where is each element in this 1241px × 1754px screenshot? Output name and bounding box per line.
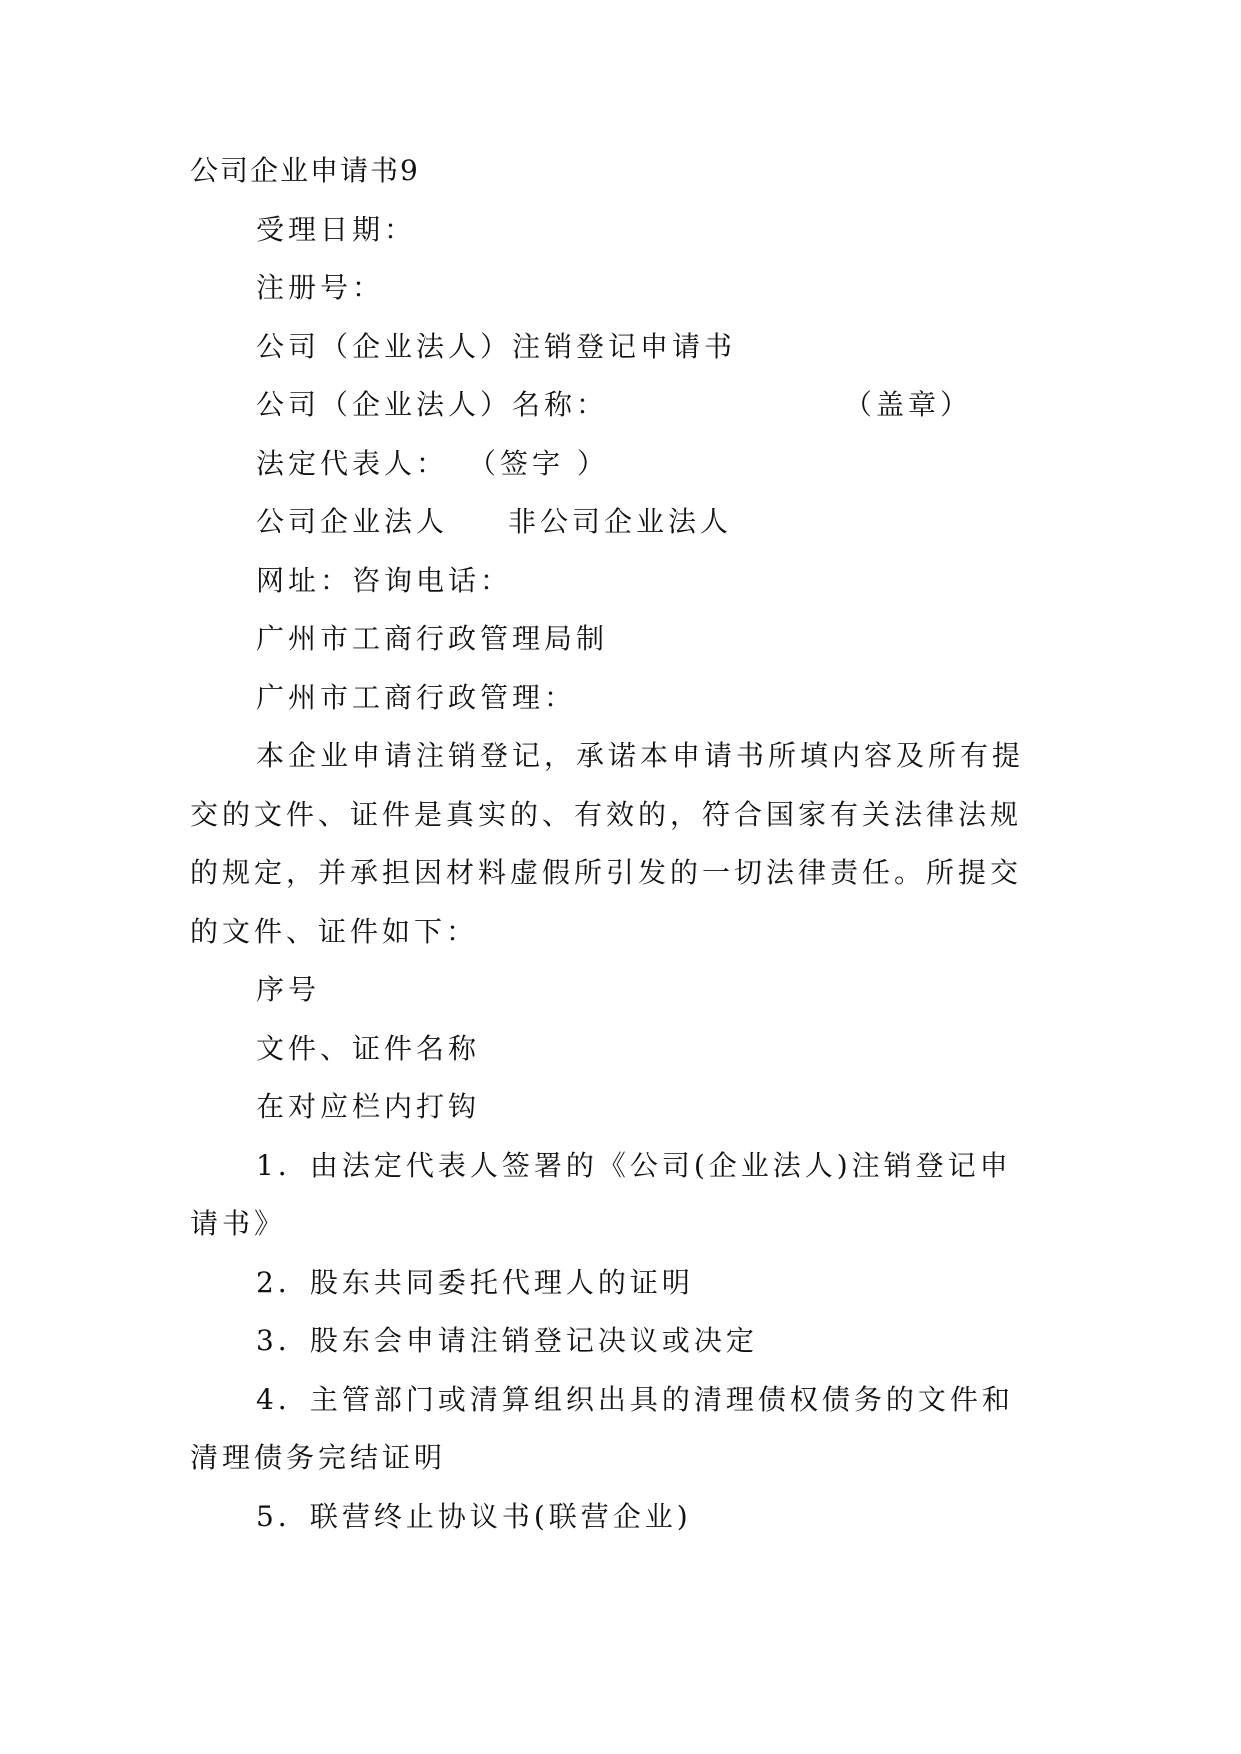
signature-label: （签字 ） bbox=[468, 446, 609, 480]
issuer-label: 广州市工商行政管理局制 bbox=[256, 622, 609, 655]
accept-date-label: 受理日期： bbox=[256, 212, 417, 246]
list-item: 3．股东会申请注销登记决议或决定 bbox=[256, 1324, 758, 1357]
document-title: 公司企业申请书9 bbox=[190, 154, 420, 187]
entity-type-company: 公司企业法人 bbox=[256, 505, 449, 538]
registration-number-label: 注册号： bbox=[256, 271, 385, 304]
addressee-label: 广州市工商行政管理： bbox=[256, 680, 577, 714]
list-item-continuation: 请书》 bbox=[190, 1207, 287, 1240]
table-header-checkmark: 在对应栏内打钩 bbox=[256, 1090, 481, 1123]
contact-label: 网址：咨询电话： bbox=[256, 563, 513, 597]
company-name-label: 公司（企业法人）名称： bbox=[256, 388, 609, 421]
list-item: 5．联营终止协议书(联营企业) bbox=[256, 1499, 692, 1533]
form-title: 公司（企业法人）注销登记申请书 bbox=[256, 329, 737, 363]
list-item: 4．主管部门或清算组织出具的清理债权债务的文件和 bbox=[256, 1382, 1014, 1416]
legal-rep-line bbox=[190, 435, 1050, 494]
table-header-serial: 序号 bbox=[256, 973, 321, 1006]
list-item: 2．股东共同委托代理人的证明 bbox=[256, 1265, 694, 1299]
document-page bbox=[190, 154, 1050, 1546]
declaration-line: 本企业申请注销登记，承诺本申请书所填内容及所有提 bbox=[256, 739, 1025, 772]
declaration-line: 交的文件、证件是真实的、有效的，符合国家有关法律法规 bbox=[190, 797, 1023, 831]
list-item: 1．由法定代表人签署的《公司(企业法人)注销登记申 bbox=[256, 1148, 1012, 1182]
entity-type-non-company: 非公司企业法人 bbox=[508, 505, 733, 538]
table-header-document-name: 文件、证件名称 bbox=[256, 1031, 481, 1065]
seal-label: （盖章） bbox=[844, 388, 973, 421]
entity-type-line bbox=[190, 493, 1050, 552]
declaration-line: 的规定，并承担因材料虚假所引发的一切法律责任。所提交 bbox=[190, 856, 1023, 889]
legal-rep-label: 法定代表人： bbox=[256, 446, 449, 480]
declaration-line: 的文件、证件如下： bbox=[190, 914, 479, 948]
company-name-line bbox=[190, 376, 1050, 435]
list-item-continuation: 清理债务完结证明 bbox=[190, 1441, 447, 1474]
